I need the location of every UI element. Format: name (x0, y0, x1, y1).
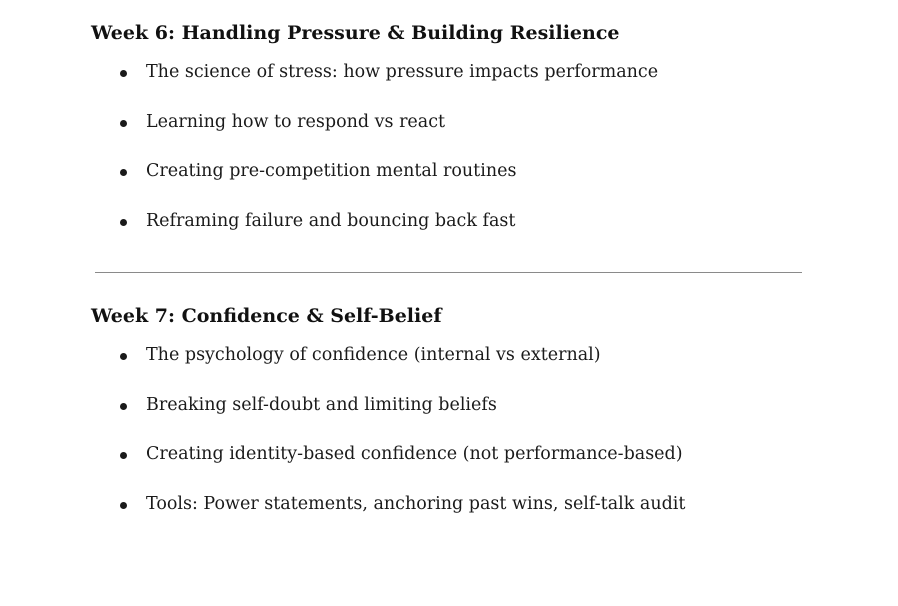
bullet-icon (120, 452, 127, 459)
list-item-text: Learning how to respond vs react (146, 111, 446, 132)
list-item (91, 444, 811, 494)
bullet-icon (120, 120, 127, 127)
bullet-icon (120, 169, 127, 176)
week-7-section (91, 301, 811, 544)
list-item (91, 62, 811, 112)
list-item (91, 161, 811, 211)
list-item (91, 395, 811, 445)
list-item (91, 112, 811, 162)
list-item-text: Reframing failure and bouncing back fast (146, 211, 516, 232)
bullet-icon (120, 219, 127, 226)
week-7-bullet-list (91, 345, 811, 544)
list-item (91, 494, 811, 544)
bullet-icon (120, 353, 127, 360)
list-item (91, 211, 811, 261)
list-item-text: Creating pre-competition mental routines (146, 161, 517, 182)
week-7-heading: Week 7: Confidence & Self-Belief (91, 305, 442, 327)
list-item-text: Breaking self-doubt and limiting beliefs (146, 394, 497, 415)
list-item-text: Tools: Power statements, anchoring past wins, self-talk audit (146, 494, 686, 515)
list-item-text: Creating identity-based confidence (not performance-based) (146, 444, 683, 465)
bullet-icon (120, 403, 127, 410)
bullet-icon (120, 70, 127, 77)
list-item-text: The psychology of confidence (internal vs external) (146, 345, 601, 365)
bullet-icon (120, 502, 127, 509)
section-divider (95, 272, 802, 273)
week-6-section (91, 18, 811, 261)
week-6-bullet-list (91, 62, 811, 261)
week-6-heading: Week 6: Handling Pressure & Building Resilience (91, 22, 620, 44)
list-item-text: The science of stress: how pressure impacts performance (146, 62, 659, 82)
list-item (91, 345, 811, 395)
